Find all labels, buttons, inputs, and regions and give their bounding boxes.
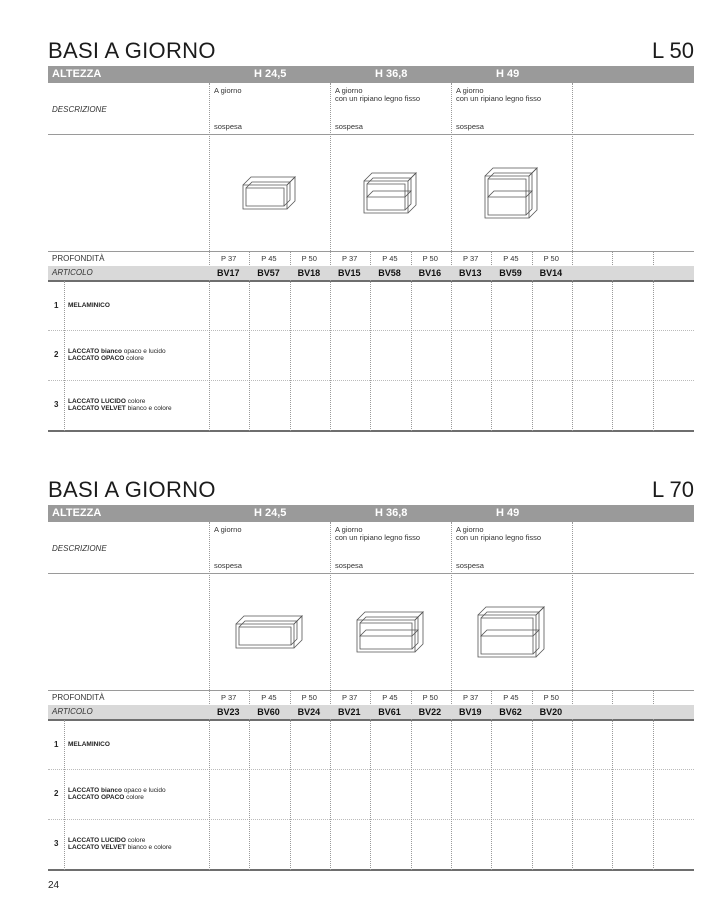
depth-label: P 37 xyxy=(342,254,358,263)
section-title: BASI A GIORNO xyxy=(48,38,216,63)
finish-line1 xyxy=(68,302,110,309)
finish-line1 xyxy=(68,348,166,355)
finish-line1-bold: LACCATO bianco xyxy=(68,787,122,794)
article-code: BV57 xyxy=(257,268,280,278)
depth-label: P 50 xyxy=(543,693,559,702)
depth-label: P 37 xyxy=(221,693,237,702)
descrizione-label: DESCRIZIONE xyxy=(52,544,107,553)
width-label: L 70 xyxy=(651,477,694,502)
depth-label: P 45 xyxy=(382,254,398,263)
height-label: H 36,8 xyxy=(375,507,408,519)
finish-line1-bold: MELAMINICO xyxy=(68,302,110,309)
article-code: BV61 xyxy=(378,707,401,717)
finish-line2-bold: LACCATO OPACO xyxy=(68,355,125,362)
column-divider xyxy=(330,522,331,870)
finish-line1 xyxy=(68,741,110,748)
article-code: BV13 xyxy=(459,268,482,278)
finish-label xyxy=(68,741,110,748)
page-number: 24 xyxy=(48,880,60,891)
open-base-cabinet-with-shelf-icon xyxy=(360,169,420,217)
depth-label: P 45 xyxy=(261,693,277,702)
finish-divider xyxy=(64,281,65,431)
open-base-cabinet-with-shelf-icon xyxy=(481,164,541,222)
finish-divider xyxy=(64,720,65,870)
descrizione-label: DESCRIZIONE xyxy=(52,105,107,114)
height-label: H 36,8 xyxy=(375,68,408,80)
mount-type: sospesa xyxy=(214,561,242,570)
altezza-header xyxy=(48,66,694,83)
row-divider xyxy=(48,134,694,135)
finish-number: 2 xyxy=(54,789,59,798)
article-code: BV16 xyxy=(418,268,442,278)
depth-label: P 37 xyxy=(463,254,479,263)
finish-line2-bold: LACCATO OPACO xyxy=(68,794,125,801)
description-line2: con un ripiano legno fisso xyxy=(456,533,542,542)
description-line1: A giorno xyxy=(214,86,242,95)
description-line1: A giorno xyxy=(335,86,363,95)
section-1 xyxy=(48,38,694,438)
finish-line1 xyxy=(68,398,172,405)
article-code: BV19 xyxy=(459,707,482,717)
altezza-label: ALTEZZA xyxy=(52,68,102,80)
column-divider xyxy=(572,83,573,431)
article-code: BV24 xyxy=(297,707,321,717)
finish-line1-text: colore xyxy=(125,398,146,405)
finish-line1-bold: LACCATO bianco xyxy=(68,348,122,355)
finish-line2-text: colore xyxy=(124,794,144,801)
finish-number: 1 xyxy=(54,740,59,749)
depth-label: P 50 xyxy=(422,693,438,702)
section-title: BASI A GIORNO xyxy=(48,477,216,502)
article-code: BV15 xyxy=(338,268,361,278)
depth-label: P 37 xyxy=(221,254,237,263)
column-divider xyxy=(451,83,452,431)
article-code: BV17 xyxy=(217,268,240,278)
finish-label xyxy=(68,348,166,362)
finish-line2 xyxy=(68,844,172,851)
mount-type: sospesa xyxy=(456,561,484,570)
article-code: BV18 xyxy=(297,268,321,278)
finish-line2-text: bianco e colore xyxy=(125,844,172,851)
finish-number: 1 xyxy=(54,301,59,310)
section-2 xyxy=(48,477,694,877)
finish-line1 xyxy=(68,787,166,794)
description-line2: con un ripiano legno fisso xyxy=(456,94,542,103)
mount-type: sospesa xyxy=(335,122,363,131)
column-divider xyxy=(330,83,331,431)
depth-label: P 50 xyxy=(301,254,317,263)
profondita-label: PROFONDITÀ xyxy=(52,693,105,702)
description-line1: A giorno xyxy=(335,525,363,534)
article-code: BV59 xyxy=(499,268,522,278)
finish-line2-bold: LACCATO VELVET xyxy=(68,844,126,851)
finish-number: 3 xyxy=(54,400,59,409)
height-label: H 49 xyxy=(496,507,520,519)
description-line1: A giorno xyxy=(456,525,484,534)
altezza-header xyxy=(48,505,694,522)
mount-type: sospesa xyxy=(335,561,363,570)
finish-line1-text: opaco e lucido xyxy=(121,787,166,794)
depth-label: P 45 xyxy=(382,693,398,702)
articolo-row xyxy=(48,266,694,280)
profondita-label: PROFONDITÀ xyxy=(52,254,105,263)
depth-label: P 45 xyxy=(503,693,519,702)
row-divider xyxy=(48,573,694,574)
articolo-label: ARTICOLO xyxy=(52,707,93,716)
finish-line1-bold: LACCATO LUCIDO xyxy=(68,837,126,844)
finish-line1-text: colore xyxy=(125,837,146,844)
finish-label xyxy=(68,302,110,309)
article-code: BV58 xyxy=(378,268,401,278)
depth-label: P 37 xyxy=(463,693,479,702)
article-code: BV14 xyxy=(539,268,563,278)
finish-line2-text: colore xyxy=(124,355,144,362)
column-divider xyxy=(572,522,573,870)
article-code: BV23 xyxy=(217,707,240,717)
finish-line1-bold: MELAMINICO xyxy=(68,741,110,748)
description-line1: A giorno xyxy=(456,86,484,95)
finish-number: 3 xyxy=(54,839,59,848)
depth-label: P 45 xyxy=(261,254,277,263)
description-line1: A giorno xyxy=(214,525,242,534)
depth-label: P 50 xyxy=(543,254,559,263)
article-code: BV22 xyxy=(418,707,442,717)
height-label: H 24,5 xyxy=(254,507,287,519)
article-code: BV20 xyxy=(539,707,563,717)
article-code: BV62 xyxy=(499,707,522,717)
finish-line2-bold: LACCATO VELVET xyxy=(68,405,126,412)
finish-label xyxy=(68,398,172,412)
finish-line1-text: opaco e lucido xyxy=(121,348,166,355)
open-base-cabinet-with-shelf-icon xyxy=(474,603,548,661)
finish-line2 xyxy=(68,405,172,412)
finish-line1 xyxy=(68,837,172,844)
articolo-label: ARTICOLO xyxy=(52,268,93,277)
column-divider xyxy=(209,83,210,431)
width-label: L 50 xyxy=(651,38,694,63)
mount-type: sospesa xyxy=(456,122,484,131)
depth-label: P 37 xyxy=(342,693,358,702)
article-code: BV60 xyxy=(257,707,280,717)
depth-label: P 45 xyxy=(503,254,519,263)
depth-label: P 50 xyxy=(301,693,317,702)
description-line2: con un ripiano legno fisso xyxy=(335,94,421,103)
finish-line2-text: bianco e colore xyxy=(125,405,172,412)
open-base-cabinet-icon xyxy=(239,173,299,213)
height-label: H 49 xyxy=(496,68,520,80)
height-label: H 24,5 xyxy=(254,68,287,80)
altezza-label: ALTEZZA xyxy=(52,507,102,519)
finish-line2 xyxy=(68,355,166,362)
finish-label xyxy=(68,787,166,801)
articolo-row xyxy=(48,705,694,719)
open-base-cabinet-icon xyxy=(232,612,306,652)
finish-line1-bold: LACCATO LUCIDO xyxy=(68,398,126,405)
finish-number: 2 xyxy=(54,350,59,359)
column-divider xyxy=(209,522,210,870)
finish-line2 xyxy=(68,794,166,801)
depth-label: P 50 xyxy=(422,254,438,263)
finish-label xyxy=(68,837,172,851)
article-code: BV21 xyxy=(338,707,361,717)
column-divider xyxy=(451,522,452,870)
mount-type: sospesa xyxy=(214,122,242,131)
description-line2: con un ripiano legno fisso xyxy=(335,533,421,542)
open-base-cabinet-with-shelf-icon xyxy=(353,608,427,656)
